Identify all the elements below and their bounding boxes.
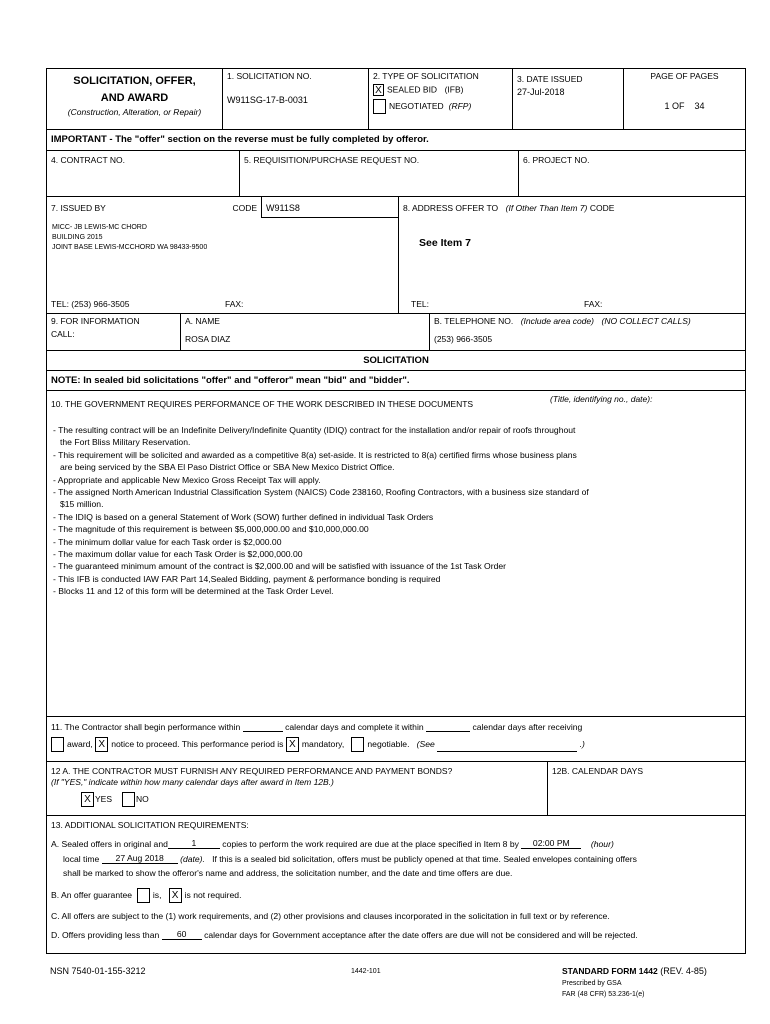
item13a-time[interactable]: 02:00 PM: [521, 838, 581, 849]
info-name-cell: [181, 314, 430, 350]
item10-line: - The minimum dollar value for each Task order is $2,000.00: [53, 536, 282, 547]
info-phone-value: (253) 966-3505: [434, 334, 493, 344]
address-offer-head: [399, 197, 745, 213]
sealed-bid-label: SEALED BID: [387, 84, 438, 95]
note-row: [46, 371, 746, 391]
guarantee-not-checkbox[interactable]: X: [169, 888, 182, 903]
requisition-no-cell: [240, 151, 519, 196]
item13a-line2: [47, 849, 745, 864]
solicitation-type-cell: [369, 69, 513, 129]
item13a-copies[interactable]: 1: [168, 838, 220, 849]
guarantee-is-checkbox[interactable]: [137, 888, 150, 903]
item10-line: - The guaranteed minimum amount of the contract is $2,000.00 and will be satisfied with issuance of the 1st Task Order: [53, 561, 507, 572]
item13a-hour: (hour): [590, 839, 614, 849]
item10-note: (Title, identifying no., date):: [550, 394, 653, 404]
sealed-bid-checkbox[interactable]: X: [373, 84, 384, 96]
negotiated-label: NEGOTIATED: [389, 100, 444, 111]
issued-by-code-label: CODE: [232, 203, 257, 213]
negotiated-checkbox[interactable]: [373, 99, 386, 114]
item13d-text1: D. Offers providing less than: [51, 930, 160, 940]
date-issued-label: 3. DATE ISSUED: [517, 74, 583, 84]
requisition-no-label: 5. REQUISITION/PURCHASE REQUEST NO.: [244, 155, 420, 165]
info-call-label2: CALL:: [51, 329, 75, 339]
header-row: [46, 68, 746, 130]
item10-line: $15 million.: [60, 499, 104, 510]
item12a-cell: [47, 762, 548, 815]
info-phone-label: B. TELEPHONE NO.: [434, 316, 514, 326]
address-offer-note: (If Other Than Item 7): [505, 203, 588, 213]
item11-begin-days[interactable]: [243, 721, 283, 732]
item10-line: - The maximum dollar value for each Task Order is $2,000,000.00: [53, 549, 303, 560]
item10-line: - The magnitude of this requirement is between $5,000,000.00 and $10,000,000.00: [53, 524, 369, 535]
item13a-text3: local time: [63, 854, 100, 864]
item13a-date[interactable]: 27 Aug 2018: [102, 853, 178, 864]
item10-body: [47, 412, 745, 598]
item12b-label: 12B. CALENDAR DAYS: [552, 766, 644, 776]
issued-by-label: 7. ISSUED BY: [51, 203, 106, 213]
item13a-text2: copies to perform the work required are due at the place specified in Item 8 by: [222, 839, 519, 849]
issued-by-tel: TEL: (253) 966-3505: [51, 299, 130, 309]
guarantee-not-label: is not required.: [184, 889, 242, 900]
info-phone-note1: (Include area code): [520, 316, 594, 326]
form-title-line3: (Construction, Alteration, or Repair): [67, 107, 202, 117]
mandatory-checkbox[interactable]: X: [286, 737, 299, 752]
item13d-days[interactable]: 60: [162, 929, 202, 940]
item10-line: - The IDIQ is based on a general Statement of Work (SOW) further defined in individual Task Orders: [53, 511, 434, 522]
contract-row: [46, 151, 746, 197]
info-phone-cell: [430, 314, 745, 350]
info-call-label1: 9. FOR INFORMATION: [51, 316, 140, 326]
far-reference: FAR (48 CFR) 53.236-1(e): [562, 991, 645, 998]
award-checkbox[interactable]: [51, 737, 64, 752]
date-issued-value: 27-Jul-2018: [517, 87, 565, 97]
form-title-cell: [47, 69, 223, 129]
solicitation-header: SOLICITATION: [363, 355, 429, 366]
pages-of: OF: [672, 101, 685, 111]
pages-label: PAGE OF PAGES: [650, 71, 719, 81]
item13c-text: C. All offers are subject to the (1) work requirements, and (2) other provisions and clauses incorporated in the solicitation in full text or by reference.: [51, 911, 610, 921]
date-issued-cell: [513, 69, 624, 129]
solicitation-header-row: [46, 351, 746, 371]
contract-no-label: 4. CONTRACT NO.: [51, 155, 125, 165]
issued-by-head: [47, 197, 398, 218]
bonds-no-checkbox[interactable]: [122, 792, 135, 807]
issued-by-row: [46, 197, 746, 314]
sealed-bid-option: [373, 84, 508, 96]
info-phone-note2: (NO COLLECT CALLS): [601, 316, 691, 326]
item10-line: - Blocks 11 and 12 of this form will be determined at the Task Order Level.: [53, 586, 334, 597]
item11-text-b: calendar days and complete it within: [285, 722, 424, 732]
ntp-checkbox[interactable]: X: [95, 737, 108, 752]
item12a-options: [51, 792, 543, 807]
item11-text-c: calendar days after receiving: [472, 722, 583, 732]
award-label: award,: [67, 738, 93, 749]
info-call-cell: [47, 314, 181, 350]
solicitation-no-value: W911SG-17-B-0031: [227, 95, 308, 105]
item10-line: - Appropriate and applicable New Mexico Gross Receipt Tax will apply.: [53, 474, 321, 485]
item13a-text5: shall be marked to show the offeror's name and address, the solicitation number, and the date and time offers are due.: [63, 868, 513, 878]
item10-line: - This IFB is conducted IAW FAR Part 14,Sealed Bidding, payment & performance bonding is required: [53, 573, 441, 584]
issued-by-fax: FAX:: [225, 299, 244, 309]
info-name-value: ROSA DIAZ: [185, 334, 231, 344]
pages-current: 1: [664, 101, 670, 111]
form-title-line2: AND AWARD: [100, 92, 169, 104]
info-phone-head: [434, 316, 741, 326]
item10-head: [47, 391, 745, 412]
address-offer-cell: [399, 197, 745, 313]
issued-by-address-line2: BUILDING 2015: [52, 234, 103, 241]
issued-by-cell: [47, 197, 399, 313]
item10-line: - This requirement will be solicited and awarded as a competitive 8(a) set-aside. It is restricted to 8(a) certified firms whose business plans: [53, 449, 577, 460]
solicitation-no-cell: [223, 69, 369, 129]
bonds-yes-checkbox[interactable]: X: [81, 792, 94, 807]
item13-row: [46, 816, 746, 954]
item11-complete-days[interactable]: [426, 721, 470, 732]
item13a-date-label: (date).: [180, 854, 205, 864]
negotiable-label: negotiable.: [367, 738, 410, 749]
standard-form-name: STANDARD FORM 1442: [562, 966, 658, 976]
issued-by-code: W911S8: [261, 197, 398, 218]
pages-cell: [624, 69, 745, 129]
address-offer-fax: FAX:: [584, 299, 603, 309]
negotiated-abbr: (RFP): [448, 100, 472, 111]
item10-row: [46, 391, 746, 717]
sf1442-form: [46, 68, 746, 954]
issued-by-address-line3: JOINT BASE LEWIS-MCCHORD WA 98433-9500: [52, 244, 208, 251]
project-no-label: 6. PROJECT NO.: [523, 155, 590, 165]
project-no-cell: [519, 151, 745, 196]
address-offer-value: See Item 7: [419, 237, 471, 249]
information-row: [46, 314, 746, 351]
pages-total: 34: [694, 101, 705, 111]
item13d-line: [47, 921, 745, 940]
item10-line: are being serviced by the SBA El Paso District Office or SBA New Mexico District Office.: [60, 462, 395, 473]
item13a-text1: A. Sealed offers in original and: [51, 839, 168, 849]
address-offer-tel: TEL:: [411, 299, 429, 309]
issued-by-address-line1: MICC- JB LEWIS-MC CHORD: [52, 224, 147, 231]
guarantee-is-label: is,: [152, 889, 162, 900]
item10-line: - The assigned North American Industrial Classification System (NAICS) Code 238160, Roofing Contractors, with a business size standard of: [53, 487, 589, 498]
ntp-label: notice to proceed. This performance period is: [111, 738, 284, 749]
item11-line2: [47, 732, 745, 752]
item11-row: [46, 717, 746, 762]
item12a-note: (If "YES," indicate within how many calendar days after award in Item 12B.): [51, 777, 334, 787]
item11-text-a: 11. The Contractor shall begin performance within: [51, 722, 241, 732]
issued-by-address: [47, 218, 398, 253]
negotiable-checkbox[interactable]: [351, 737, 364, 752]
address-offer-code-label: CODE: [589, 203, 615, 213]
standard-form: [562, 966, 707, 976]
item12-row: [46, 762, 746, 816]
prescribed-by: Prescribed by GSA: [562, 980, 622, 987]
item12b-cell: [548, 762, 745, 815]
contract-no-cell: [47, 151, 240, 196]
sealed-bid-note: NOTE: In sealed bid solicitations "offer" and "offeror" mean "bid" and "bidder".: [51, 375, 410, 386]
nsn-number: NSN 7540-01-155-3212: [50, 966, 146, 976]
mandatory-label: mandatory,: [301, 738, 345, 749]
pages-value: [628, 101, 741, 111]
negotiated-option: [373, 99, 508, 114]
item10-label: 10. THE GOVERNMENT REQUIRES PERFORMANCE OF THE WORK DESCRIBED IN THESE DOCUMENTS: [51, 399, 474, 409]
item13d-text2: calendar days for Government acceptance after the date offers are due will not be considered and will be rejected.: [204, 930, 638, 940]
item11-see: (See: [416, 738, 435, 749]
solicitation-type-label: 2. TYPE OF SOLICITATION: [373, 71, 479, 81]
solicitation-no-label: 1. SOLICITATION NO.: [227, 71, 312, 81]
info-name-label: A. NAME: [185, 316, 220, 326]
bonds-yes-label: YES: [95, 793, 113, 804]
item13b-text: B. An offer guarantee: [51, 889, 133, 900]
important-row: [46, 130, 746, 151]
item11-line1: [47, 717, 745, 732]
item11-end: .): [579, 738, 585, 749]
item13b-line: [47, 878, 745, 903]
important-notice: IMPORTANT - The "offer" section on the reverse must be fully completed by offeror.: [51, 134, 429, 145]
form-title-line1: SOLICITATION, OFFER,: [73, 75, 196, 87]
form-code: 1442-101: [351, 968, 381, 975]
item12a-label: 12 A. THE CONTRACTOR MUST FURNISH ANY REQUIRED PERFORMANCE AND PAYMENT BONDS?: [51, 766, 453, 776]
item13-label: 13. ADDITIONAL SOLICITATION REQUIREMENTS:: [51, 820, 249, 830]
address-offer-label: 8. ADDRESS OFFER TO: [403, 203, 499, 213]
item11-see-ref[interactable]: [437, 741, 577, 752]
item10-line: the Fort Bliss Military Reservation.: [60, 437, 191, 448]
bonds-no-label: NO: [136, 793, 149, 804]
item13a-text4: If this is a sealed bid solicitation, offers must be publicly opened at that time. Sealed envelopes containing offers: [212, 854, 637, 864]
standard-form-rev: (REV. 4-85): [660, 966, 707, 976]
item13a-line1: [47, 830, 745, 849]
sealed-bid-abbr: (IFB): [444, 84, 464, 95]
item10-line: - The resulting contract will be an Indefinite Delivery/Indefinite Quantity (IDIQ) contract for the installation and/or repair of roofs throughout: [53, 425, 576, 435]
